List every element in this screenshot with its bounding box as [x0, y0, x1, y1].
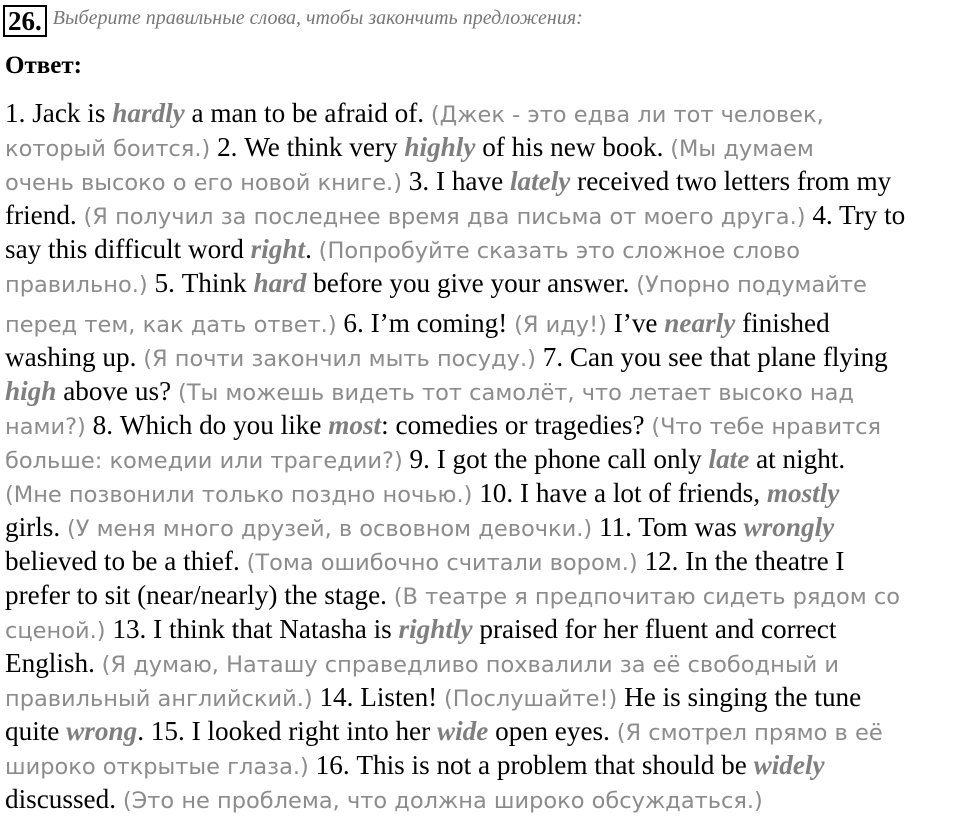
english-text: He is singing the tune — [617, 682, 862, 712]
text-line — [5, 306, 959, 340]
russian-translation: (Ты можешь видеть тот самолёт, что летает высоко над — [177, 380, 854, 406]
text-line — [5, 782, 959, 816]
text-line — [5, 408, 959, 442]
exercise-number: 26. — [3, 5, 47, 37]
answer-word: wrong — [66, 716, 138, 746]
english-text: finished — [735, 308, 830, 338]
english-text: 12. In the theatre I — [637, 546, 845, 576]
english-text: open eyes. — [488, 716, 617, 746]
russian-translation: (Я получил за последнее время два письма от моего друга.) — [83, 204, 806, 230]
answer-word: right — [250, 234, 306, 264]
text-line — [5, 714, 959, 748]
russian-translation: (Я думаю, Наташу справедливо похвалили за её свободный и — [101, 652, 839, 678]
russian-translation: нами?) — [5, 414, 86, 440]
russian-translation: (В театре я предпочитаю сидеть рядом со — [393, 584, 901, 610]
answer-word: highly — [404, 132, 476, 162]
english-text: above us? — [56, 376, 178, 406]
russian-translation: (Я почти закончил мыть посуду.) — [143, 346, 536, 372]
english-text: friend. — [5, 200, 84, 230]
text-line — [5, 232, 959, 266]
english-text: 1. Jack is — [5, 98, 113, 128]
russian-translation: очень высоко о его новой книге.) — [5, 170, 402, 196]
english-text: say this difficult word — [5, 234, 251, 264]
english-text: 6. I’m coming! — [336, 308, 515, 338]
russian-translation: (Я иду!) — [514, 312, 607, 338]
english-text: . 15. I looked right into her — [137, 716, 437, 746]
english-text: 10. I have a lot of friends, — [472, 478, 767, 508]
russian-translation: (Тома ошибочно считали вором.) — [246, 550, 638, 576]
english-text: 2. We think very — [210, 132, 405, 162]
russian-translation: (Мы думаем — [670, 136, 814, 162]
english-text: : comedies or tragedies? — [381, 410, 652, 440]
russian-translation: который боится.) — [5, 136, 211, 162]
text-line — [5, 476, 959, 510]
english-text: received two letters from my — [570, 166, 892, 196]
russian-translation: (Я смотрел прямо в её — [616, 720, 883, 746]
english-text: 9. I got the phone call only — [402, 444, 709, 474]
answer-word: high — [5, 376, 57, 406]
russian-translation: (Это не проблема, что должна широко обсуждаться.) — [122, 788, 763, 814]
answer-word: rightly — [398, 614, 473, 644]
russian-translation: (Попробуйте сказать это сложное слово — [318, 238, 801, 264]
text-line — [5, 510, 959, 544]
english-text: praised for her fluent and correct — [472, 614, 837, 644]
answer-word: mostly — [766, 478, 840, 508]
text-line — [5, 646, 959, 680]
russian-translation: (Что тебе нравится — [651, 414, 882, 440]
english-text: washing up. — [5, 342, 144, 372]
english-text: prefer to sit (near/nearly) the stage. — [5, 580, 394, 610]
text-line — [5, 266, 959, 300]
english-text: discussed. — [5, 784, 123, 814]
russian-translation: (У меня много друзей, в освовном девочки.) — [66, 516, 593, 542]
text-line — [5, 578, 959, 612]
english-text: 11. Tom was — [592, 512, 744, 542]
answer-word: nearly — [664, 308, 736, 338]
russian-translation: больше: комедии или трагедии?) — [5, 448, 403, 474]
english-text: 5. Think — [147, 268, 254, 298]
english-text: at night. — [749, 444, 846, 474]
english-text: before you give your answer. — [306, 268, 637, 298]
answer-word: most — [328, 410, 382, 440]
english-text: 8. Which do you like — [85, 410, 329, 440]
answer-label: Ответ: — [5, 52, 82, 79]
answer-word: hardly — [112, 98, 185, 128]
answer-text — [5, 96, 959, 816]
answer-word: lately — [509, 166, 571, 196]
text-line — [5, 680, 959, 714]
text-line — [5, 544, 959, 578]
english-text: I’ve — [606, 308, 665, 338]
russian-translation: правильно.) — [5, 272, 148, 298]
english-text: 13. I think that Natasha is — [105, 614, 399, 644]
text-line — [5, 340, 959, 374]
text-line — [5, 442, 959, 476]
text-line — [5, 164, 959, 198]
english-text: believed to be a thief. — [5, 546, 247, 576]
english-text: 16. This is not a problem that should be — [308, 750, 754, 780]
exercise-header — [3, 3, 583, 39]
english-text: of his new book. — [475, 132, 671, 162]
russian-translation: (Джек - это едва ли тот человек, — [430, 102, 824, 128]
russian-translation: (Мне позвонили только поздно ночью.) — [5, 482, 473, 508]
english-text: a man to be afraid of. — [184, 98, 431, 128]
answer-word: hard — [253, 268, 307, 298]
answer-word: widely — [753, 750, 825, 780]
russian-translation: (Упорно подумайте — [636, 272, 867, 298]
english-text: . — [305, 234, 319, 264]
english-text: 3. I have — [402, 166, 510, 196]
text-line — [5, 748, 959, 782]
english-text: 4. Try to — [805, 200, 906, 230]
russian-translation: правильный английский.) — [5, 686, 313, 712]
text-line — [5, 130, 959, 164]
russian-translation: перед тем, как дать ответ.) — [5, 312, 337, 338]
english-text: girls. — [5, 512, 67, 542]
english-text: quite — [5, 716, 67, 746]
english-text: English. — [5, 648, 102, 678]
text-line — [5, 374, 959, 408]
text-line — [5, 96, 959, 130]
russian-translation: широко открытые глаза.) — [5, 754, 309, 780]
exercise-instruction: Выберите правильные слова, чтобы закончить предложения: — [52, 6, 583, 29]
russian-translation: (Послушайте!) — [444, 686, 618, 712]
english-text: 14. Listen! — [312, 682, 445, 712]
answer-word: wide — [436, 716, 489, 746]
russian-translation: сценой.) — [5, 618, 106, 644]
answer-word: wrongly — [743, 512, 835, 542]
text-line — [5, 612, 959, 646]
answer-word: late — [708, 444, 750, 474]
text-line — [5, 198, 959, 232]
english-text: 7. Can you see that plane flying — [535, 342, 888, 372]
